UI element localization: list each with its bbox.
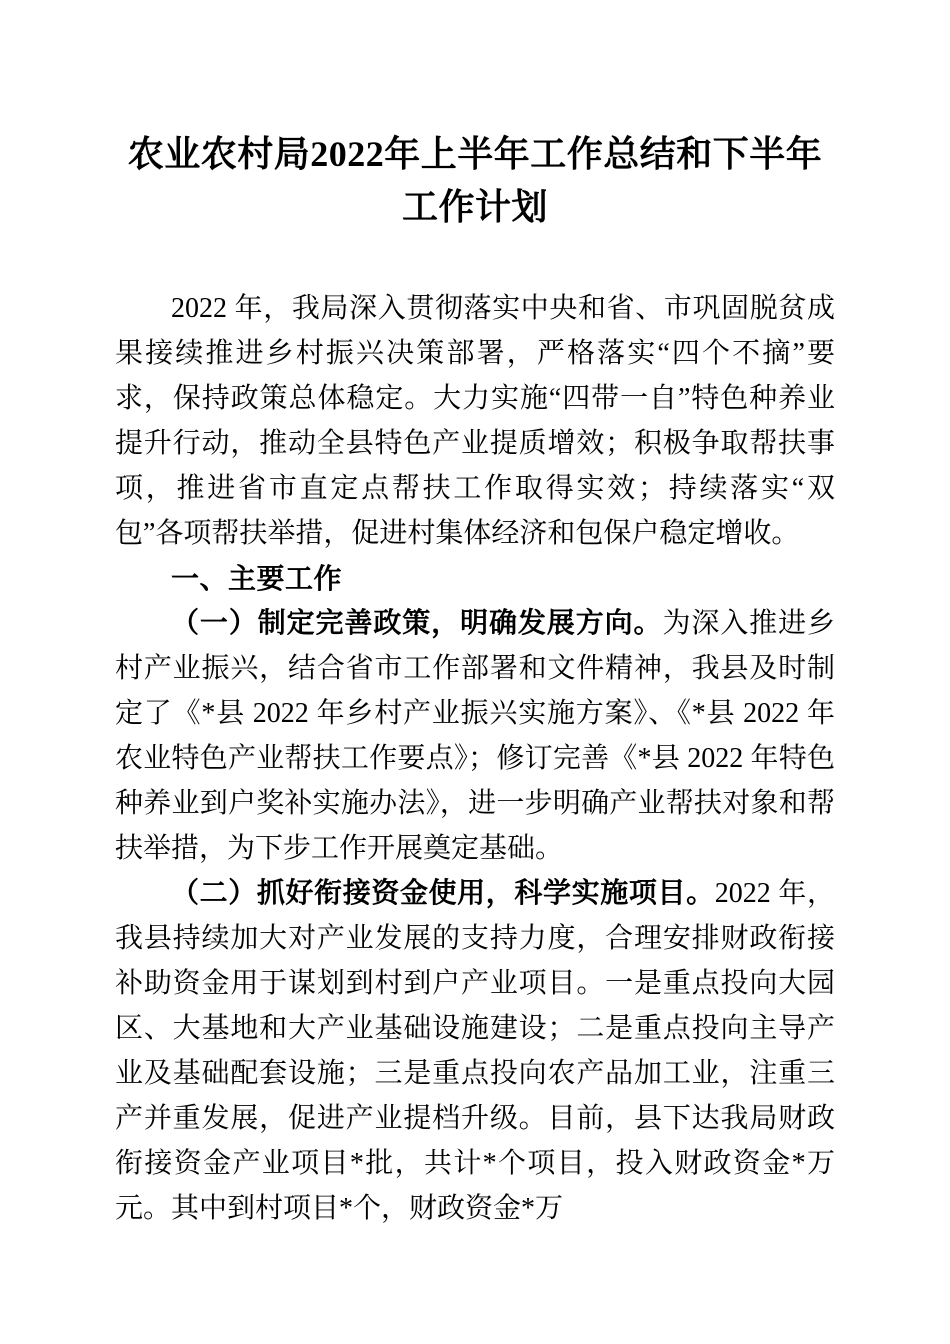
item-paragraph-1	[115, 601, 835, 871]
item-2-text: 2022 年，我县持续加大对产业发展的支持力度，合理安排财政衔接补助资金用于谋划到村到户产业项目。一是重点投向大园区、大基地和大产业基础设施建设；二是重点投向主导产业及基础配套设施；三是重点投向农产品加工业，注重三产并重发展，促进产业提档升级。目前，县下达我局财政衔接资金产业项目*批，共计*个项目，投入财政资金*万元。其中到村项目*个，财政资金*万	[115, 878, 835, 1224]
item-2-lead: （二）抓好衔接资金使用，科学实施项目。	[171, 878, 715, 909]
item-1-lead: （一）制定完善政策，明确发展方向。	[171, 608, 663, 639]
intro-text: 2022 年，我局深入贯彻落实中央和省、市巩固脱贫成果接续推进乡村振兴决策部署，严格落实“四个不摘”要求，保持政策总体稳定。大力实施“四带一自”特色种养业提升行动，推动全县特色产业提质增效；积极争取帮扶事项，推进省市直定点帮扶工作取得实效；持续落实“双包”各项帮扶举措，促进村集体经济和包保户稳定增收。	[115, 293, 835, 549]
intro-paragraph	[115, 286, 835, 556]
document-title: 农业农村局2022年上半年工作总结和下半年工作计划	[127, 134, 823, 227]
item-paragraph-2	[115, 871, 835, 1231]
section-heading-main-work: 一、主要工作	[171, 563, 343, 594]
item-1-text: 为深入推进乡村产业振兴，结合省市工作部署和文件精神，我县及时制定了《*县 2022 年乡村产业振兴实施方案》、《*县 2022 年农业特色产业帮扶工作要点》；修订完善《*县 2022 年特色种养业到户奖补实施办法》，进一步明确产业帮扶对象和帮扶举措，为下步工作开展奠定基础。	[115, 608, 835, 864]
